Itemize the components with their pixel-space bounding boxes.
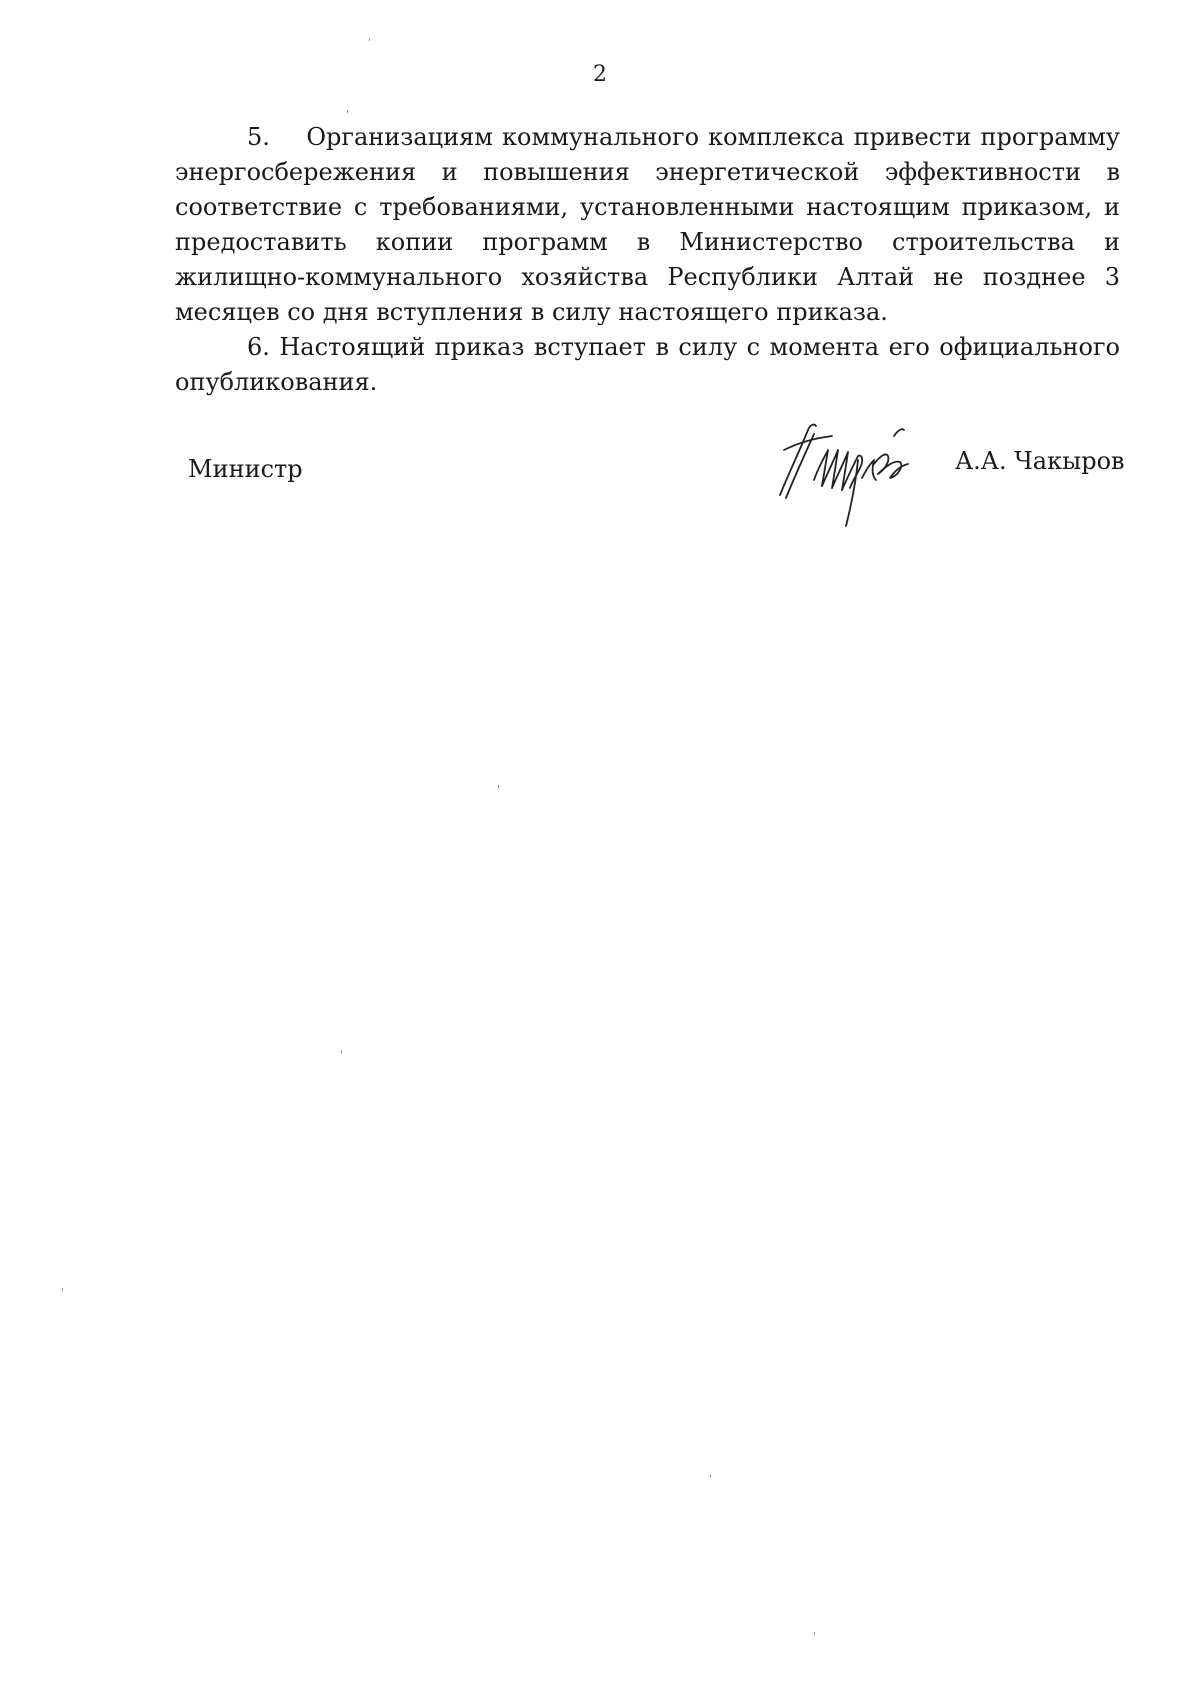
page-number: 2 [593,62,607,87]
scan-speck [62,1288,63,1291]
document-body [175,120,1120,400]
scan-speck [369,38,370,41]
scan-speck [341,1050,342,1053]
scan-speck [347,110,348,113]
scan-speck [498,785,499,788]
paragraph-5: 5. Организациям коммунального комплекса привести программу энергосбережения и повышения энергетической эффективности в соответствие с требованиями, установленными настоящим приказом, и предоставить копии программ в Министерство строительства и жилищно-коммунального хозяйства Республики Алтай не позднее 3 месяцев со дня вступления в силу настоящего приказа. [175,123,1120,326]
paragraph-6: 6. Настоящий приказ вступает в силу с момента его официального опубликования. [175,333,1120,396]
signer-name: А.А. Чакыров [955,447,1125,475]
scan-speck [710,1475,711,1478]
handwritten-signature [770,420,940,530]
minister-title: Министр [188,455,303,483]
scan-speck [814,1632,815,1635]
